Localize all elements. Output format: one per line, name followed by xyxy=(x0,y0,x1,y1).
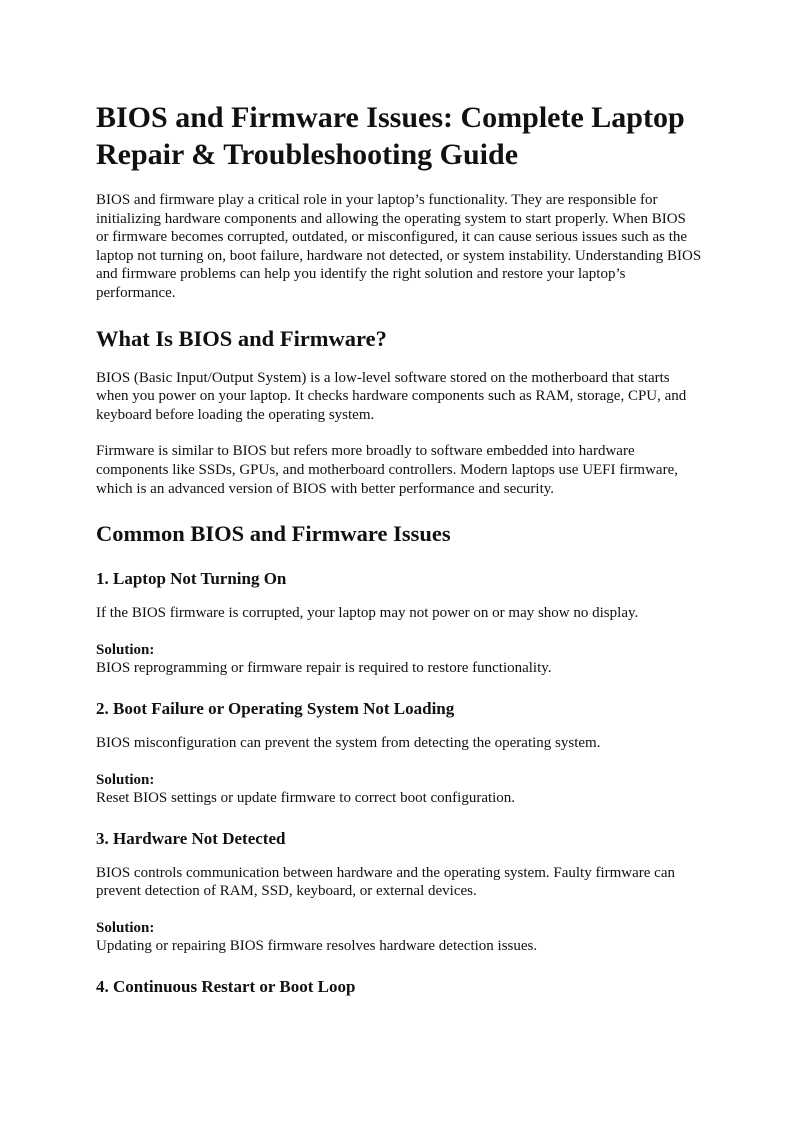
solution-text: Reset BIOS settings or update firmware to correct boot configuration. xyxy=(96,790,516,807)
issue-2-solution xyxy=(96,771,702,808)
solution-text: Updating or repairing BIOS firmware resolves hardware detection issues. xyxy=(96,938,538,955)
issue-3-description: BIOS controls communication between hardware and the operating system. Faulty firmware can prevent detection of RAM, SSD, keyboard, or external devices. xyxy=(96,864,675,900)
section-heading-what-is: What Is BIOS and Firmware? xyxy=(96,325,387,351)
issue-1-description: If the BIOS firmware is corrupted, your laptop may not power on or may show no display. xyxy=(96,605,639,622)
issue-2-heading: 2. Boot Failure or Operating System Not Loading xyxy=(96,698,455,718)
section-heading-common-issues: Common BIOS and Firmware Issues xyxy=(96,521,451,547)
what-is-paragraph-1: BIOS (Basic Input/Output System) is a low-level software stored on the motherboard that starts when you power on your laptop. It checks hardware components such as RAM, storage, CPU, and keyboard before loading the operating system. xyxy=(96,369,687,423)
issue-1-heading: 1. Laptop Not Turning On xyxy=(96,569,287,589)
solution-label: Solution: xyxy=(96,919,155,936)
issue-4-heading: 4. Continuous Restart or Boot Loop xyxy=(96,977,356,997)
document-page xyxy=(96,99,702,1012)
solution-text: BIOS reprogramming or firmware repair is required to restore functionality. xyxy=(96,660,552,677)
solution-label: Solution: xyxy=(96,641,155,658)
issue-2-description: BIOS misconfiguration can prevent the system from detecting the operating system. xyxy=(96,734,601,751)
intro-paragraph: BIOS and firmware play a critical role in your laptop’s functionality. They are responsible for initializing hardware components and allowing the operating system to start properly. When BIOS or firmware becomes corrupted, outdated, or misconfigured, it can cause serious issues such as the laptop not turning on, boot failure, hardware not detected, or system instability. Understanding BIOS and firmware problems can help you identify the right solution and restore your laptop’s performance. xyxy=(96,192,702,301)
issue-3-heading: 3. Hardware Not Detected xyxy=(96,828,286,848)
page-title: BIOS and Firmware Issues: Complete Laptop Repair & Troubleshooting Guide xyxy=(96,101,685,171)
issue-1-solution xyxy=(96,641,702,678)
solution-label: Solution: xyxy=(96,771,155,788)
what-is-paragraph-2: Firmware is similar to BIOS but refers more broadly to software embedded into hardware components like SSDs, GPUs, and motherboard controllers. Modern laptops use UEFI firmware, which is an advanced version of BIOS with better performance and security. xyxy=(96,443,678,497)
issue-3-solution xyxy=(96,919,702,956)
